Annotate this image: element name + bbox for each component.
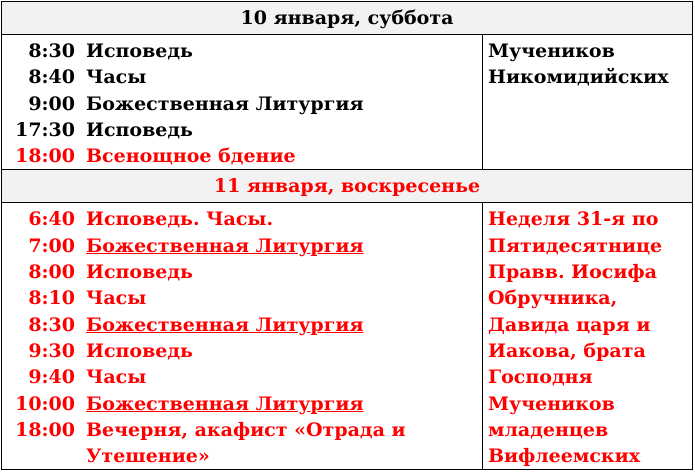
service-time: 6:40 (28, 208, 75, 231)
service-title: Божественная Литургия (86, 392, 364, 415)
services-cell (2, 203, 483, 470)
day-body-row (2, 35, 693, 170)
service-entry (2, 364, 482, 390)
service-time: 8:40 (28, 66, 75, 89)
feast-note: Мучеников Никомидийских (488, 40, 669, 89)
service-title: Вечерня, акафист «Отрада и Утешение» (86, 418, 406, 468)
service-title: Божественная Литургия (86, 92, 364, 115)
service-time: 8:10 (28, 287, 75, 310)
service-entry (2, 259, 482, 285)
service-time: 18:00 (15, 418, 75, 441)
service-time: 8:30 (28, 40, 75, 62)
service-entry (2, 391, 482, 417)
service-entry (2, 64, 482, 90)
service-title: Всенощное бдение (86, 145, 296, 168)
service-time: 9:00 (28, 92, 75, 115)
service-title: Божественная Литургия (86, 234, 364, 257)
day-header: 11 января, воскресенье (2, 170, 693, 203)
feast-note: Неделя 31-я по Пятидесятнице Правв. Иосифа Обручника, Давида царя и Иакова, брата Господня Мучеников младенцев Вифлеемских (488, 208, 663, 468)
service-time: 10:00 (15, 392, 75, 415)
day-header-row (2, 170, 693, 203)
service-title: Исповедь (86, 118, 193, 141)
schedule-table (1, 1, 693, 470)
service-time: 18:00 (15, 145, 75, 168)
service-entry (2, 91, 482, 117)
service-entry (2, 117, 482, 143)
service-title: Исповедь (86, 261, 193, 284)
service-entry (2, 233, 482, 259)
service-entry (2, 143, 482, 169)
day-body-row (2, 203, 693, 470)
service-time: 9:30 (28, 339, 75, 362)
service-entry (2, 38, 482, 64)
service-entry (2, 338, 482, 364)
service-entry (2, 312, 482, 338)
service-title: Исповедь (86, 40, 193, 62)
feast-note-cell (483, 203, 693, 470)
service-title: Часы (86, 66, 147, 89)
service-title: Часы (86, 287, 147, 310)
service-time: 9:40 (28, 366, 75, 389)
service-title: Исповедь. Часы. (86, 208, 274, 231)
service-time: 17:30 (15, 118, 75, 141)
service-time: 8:00 (28, 261, 75, 284)
service-title: Часы (86, 366, 147, 389)
service-title: Божественная Литургия (86, 313, 364, 336)
service-time: 8:30 (28, 313, 75, 336)
service-entry (2, 417, 482, 470)
services-cell (2, 35, 483, 170)
service-entry (2, 285, 482, 311)
day-header: 10 января, суббота (2, 2, 693, 35)
service-title: Исповедь (86, 339, 193, 362)
service-time: 7:00 (28, 234, 75, 257)
feast-note-cell (483, 35, 693, 170)
service-entry (2, 206, 482, 232)
day-header-row (2, 2, 693, 35)
